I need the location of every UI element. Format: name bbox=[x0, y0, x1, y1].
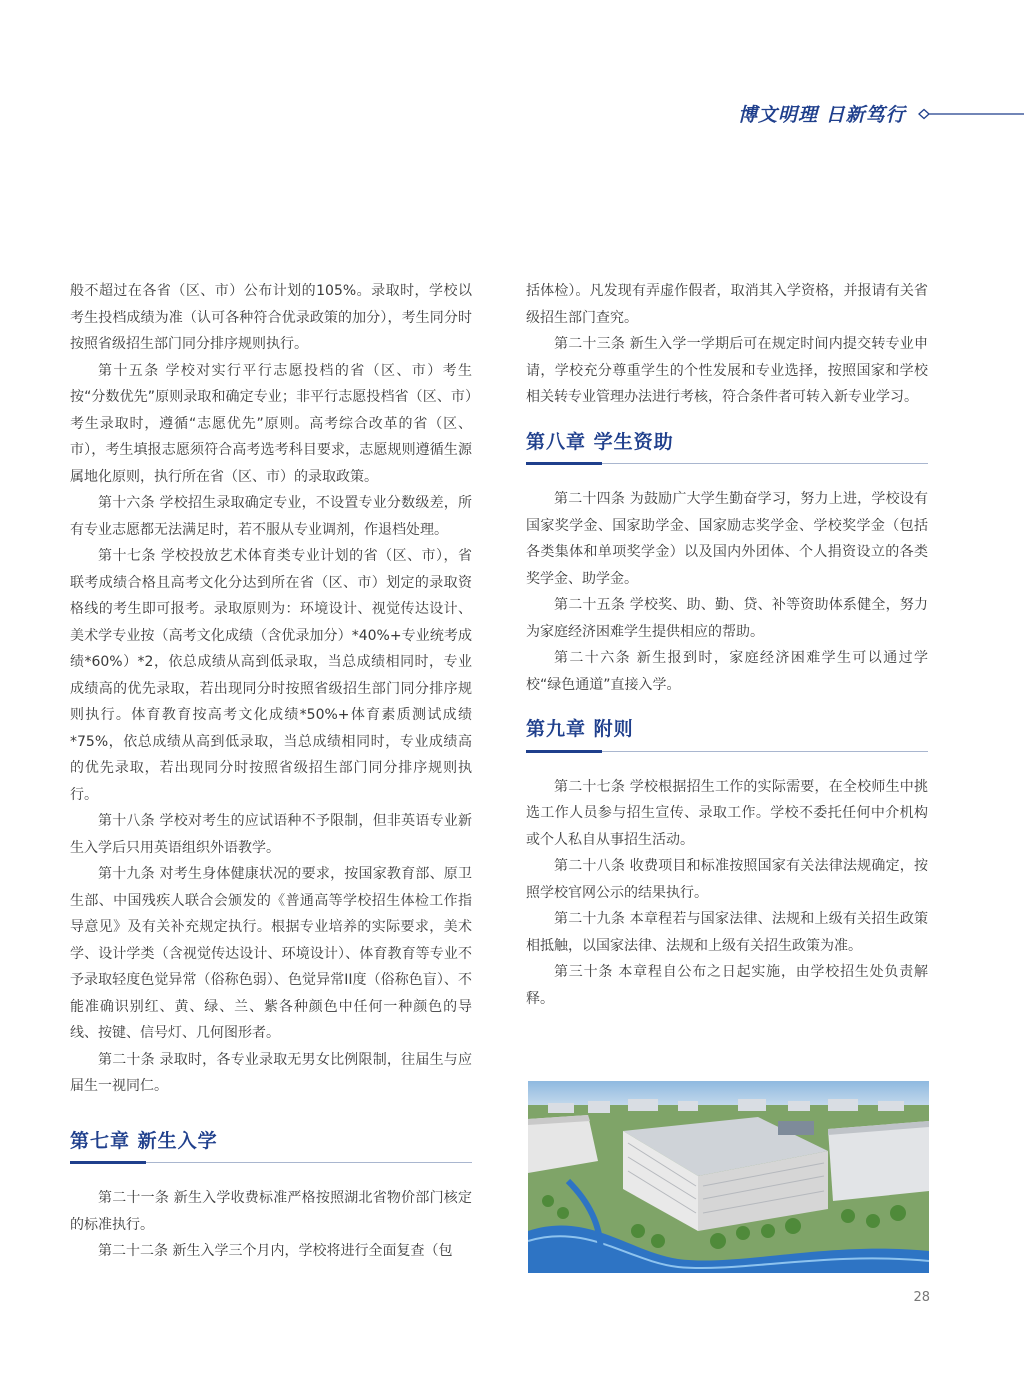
paragraph: 第二十九条 本章程若与国家法律、法规和上级有关招生政策相抵触，以国家法律、法规和上级有关招生政策为准。 bbox=[526, 911, 928, 954]
chapter-title: 第九章 附则 bbox=[526, 718, 634, 740]
chapter-title: 第七章 新生入学 bbox=[70, 1129, 218, 1152]
paragraph: 第十五条 学校对实行平行志愿投档的省（区、市）考生按“分数优先”原则录取和确定专业；非平行志愿投档省（区、市）考生录取时，遵循“志愿优先”原则。高考综合改革的省（区、市），考生填报志愿须符合高考选考科目要求，志愿规则遵循生源属地化原则，执行所在省（区、市）的录取政策。 bbox=[70, 362, 472, 485]
header-ornament-line bbox=[918, 108, 1024, 120]
header-motto: 博文明理 日新笃行 bbox=[738, 104, 906, 126]
paragraph: 第二十三条 新生入学一学期后可在规定时间内提交转专业申请，学校充分尊重学生的个性发展和专业选择，按照国家和学校相关转专业管理办法进行考核，符合条件者可转入新专业学习。 bbox=[526, 336, 928, 405]
chapter-heading-7 bbox=[70, 1128, 472, 1164]
paragraph: 第二十八条 收费项目和标准按照国家有关法律法规确定，按照学校官网公示的结果执行。 bbox=[526, 858, 928, 901]
chapter-title: 第八章 学生资助 bbox=[526, 430, 674, 453]
chapter-underline bbox=[526, 750, 602, 753]
paragraph: 第十九条 对考生身体健康状况的要求，按国家教育部、原卫生部、中国残疾人联合会颁发的《普通高等学校招生体检工作指导意见》及有关补充规定执行。根据专业培养的实际要求，美术学、设计学类（含视觉传达设计、环境设计）、体育教育等专业不予录取轻度色觉异常（俗称色弱）、色觉异常II度（俗称色盲）、不能准确识别红、黄、绿、兰、紫各种颜色中任何一种颜色的导线、按键、信号灯、几何图形者。 bbox=[70, 866, 472, 1041]
paragraph: 第三十条 本章程自公布之日起实施，由学校招生处负责解释。 bbox=[526, 964, 928, 1007]
paragraph: 第二十四条 为鼓励广大学生勤奋学习，努力上进，学校设有国家奖学金、国家助学金、国家励志奖学金、学校奖学金（包括各类集体和单项奖学金）以及国内外团体、个人捐资设立的各类奖学金、助学金。 bbox=[526, 491, 928, 587]
chapter-heading-8 bbox=[526, 429, 928, 465]
paragraph: 第二十二条 新生入学三个月内，学校将进行全面复查（包 bbox=[98, 1243, 453, 1259]
page-number: 28 bbox=[913, 1290, 930, 1305]
left-column bbox=[70, 278, 472, 1265]
paragraph: 括体检）。凡发现有弄虚作假者，取消其入学资格，并报请有关省级招生部门查究。 bbox=[526, 283, 928, 326]
paragraph: 第十六条 学校招生录取确定专业，不设置专业分数级差，所有专业志愿都无法满足时，若不服从专业调剂，作退档处理。 bbox=[70, 495, 472, 538]
chapter-underline bbox=[70, 1161, 146, 1164]
paragraph: 第二十五条 学校奖、助、勤、贷、补等资助体系健全，努力为家庭经济困难学生提供相应的帮助。 bbox=[526, 597, 928, 640]
chapter-underline bbox=[526, 462, 602, 465]
paragraph: 第十七条 学校投放艺术体育类专业计划的省（区、市），省联考成绩合格且高考文化分达到所在省（区、市）划定的录取资格线的考生即可报考。录取原则为：环境设计、视觉传达设计、美术学专业按（高考文化成绩（含优录加分）*40%+专业统考成绩*60%）*2，依总成绩从高到低录取，当总成绩相同时，专业成绩高的优先录取，若出现同分时按照省级招生部门同分排序规则执行。体育教育按高考文化成绩*50%+体育素质测试成绩*75%，依总成绩从高到低录取，当总成绩相同时，专业成绩高的优先录取，若出现同分时按照省级招生部门同分排序规则执行。 bbox=[70, 548, 472, 803]
paragraph: 般不超过在各省（区、市）公布计划的105%。录取时，学校以考生投档成绩为准（认可各种符合优录政策的加分），考生同分时按照省级招生部门同分排序规则执行。 bbox=[70, 283, 472, 352]
campus-illustration bbox=[528, 1081, 929, 1273]
right-column bbox=[526, 278, 928, 1012]
paragraph: 第二十七条 学校根据招生工作的实际需要，在全校师生中挑选工作人员参与招生宣传、录取工作。学校不委托任何中介机构或个人私自从事招生活动。 bbox=[526, 778, 928, 848]
chapter-heading-9 bbox=[526, 716, 928, 752]
paragraph: 第二十一条 新生入学收费标准严格按照湖北省物价部门核定的标准执行。 bbox=[70, 1190, 472, 1233]
paragraph: 第二十条 录取时，各专业录取无男女比例限制，往届生与应届生一视同仁。 bbox=[70, 1051, 472, 1094]
paragraph: 第二十六条 新生报到时，家庭经济困难学生可以通过学校“绿色通道”直接入学。 bbox=[526, 650, 928, 693]
campus-aerial-photo bbox=[528, 1081, 929, 1273]
paragraph: 第十八条 学校对考生的应试语种不予限制，但非英语专业新生入学后只用英语组织外语教学。 bbox=[70, 813, 472, 856]
